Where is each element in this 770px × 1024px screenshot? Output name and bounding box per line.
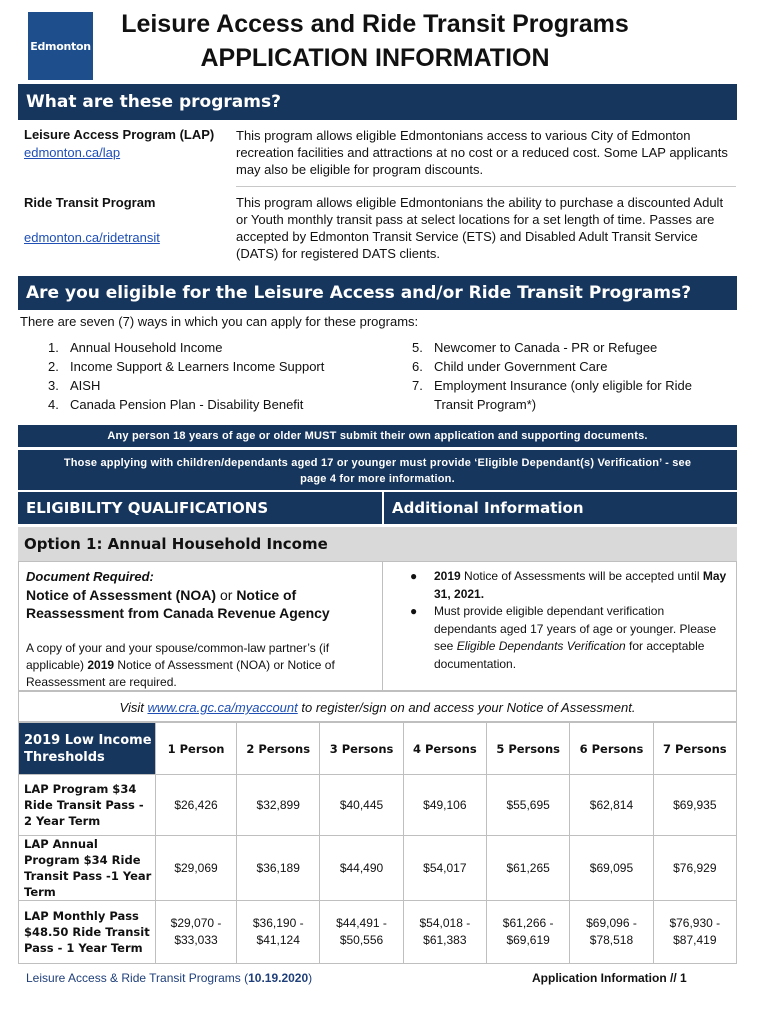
list-text: Transit Program*): [434, 397, 537, 412]
edmonton-logo: [28, 12, 93, 80]
table-cell: $44,490: [320, 836, 403, 901]
bullet1-year: 2019: [434, 569, 461, 583]
copy-text-pre: A copy of your and your spouse/common-law partner’s (if applicable): [26, 641, 330, 672]
list-text: Income Support & Learners Income Support: [70, 359, 325, 374]
lap-link[interactable]: edmonton.ca/lap: [24, 145, 121, 160]
ride-program-row: [18, 194, 737, 266]
table-cell: $54,018 - $61,383: [403, 901, 486, 964]
footer-left-pre: Leisure Access & Ride Transit Programs (: [26, 971, 249, 985]
bullet2-post: for acceptable documentation.: [434, 639, 705, 671]
table-cell: $69,935: [653, 775, 736, 836]
table-cell: $61,265: [487, 836, 570, 901]
list-item: [410, 568, 730, 603]
ways-list-left: [48, 338, 388, 414]
list-text: AISH: [70, 378, 101, 393]
table-cell: $32,899: [237, 775, 320, 836]
reassessment-label: Notice of Reassessment from Canada Revenue Agency: [26, 587, 330, 621]
table-cell: $55,695: [487, 775, 570, 836]
table-cell: $62,814: [570, 775, 653, 836]
table-row: [19, 901, 737, 964]
table-cell: $26,426: [156, 775, 237, 836]
list-item: [412, 338, 732, 357]
table-cell: $44,491 - $50,556: [320, 901, 403, 964]
visit-post: to register/sign on and access your Notice of Assessment.: [297, 700, 636, 715]
table-cell: $61,266 - $69,619: [487, 901, 570, 964]
column-header: 7 Persons: [653, 723, 736, 775]
additional-info-list: [410, 568, 730, 673]
footer-page-label: Application Information // 1: [532, 971, 687, 985]
table-cell: $36,190 - $41,124: [237, 901, 320, 964]
table-cell: $29,070 - $33,033: [156, 901, 237, 964]
visit-pre: Visit: [119, 700, 148, 715]
programs-heading: What are these programs?: [18, 84, 737, 120]
eligibility-qualifications-heading: ELIGIBILITY QUALIFICATIONS: [18, 492, 382, 524]
list-number: 3.: [48, 378, 59, 393]
footer-program-date: [26, 971, 312, 985]
additional-info-heading: Additional Information: [384, 492, 737, 524]
table-cell: $36,189: [237, 836, 320, 901]
list-item: [48, 395, 388, 414]
list-item: [48, 338, 388, 357]
list-number: 4.: [48, 397, 59, 412]
visit-cra-line: [18, 700, 737, 715]
list-number: 5.: [412, 340, 423, 355]
thresholds-corner-header: 2019 Low Income Thresholds: [19, 723, 156, 775]
column-header: 5 Persons: [487, 723, 570, 775]
table-cell: $69,095: [570, 836, 653, 901]
column-header: 1 Person: [156, 723, 237, 775]
table-cell: $76,929: [653, 836, 736, 901]
footer-date: 10.19.2020: [248, 971, 309, 985]
list-item: [48, 357, 388, 376]
bullet2-italic: Eligible Dependants Verification: [456, 639, 626, 653]
noa-copy-text: [26, 640, 366, 691]
row-label: LAP Program $34 Ride Transit Pass - 2 Year Term: [19, 775, 156, 836]
list-item: [48, 376, 388, 395]
document-required-label: Document Required:: [26, 569, 154, 584]
table-cell: $76,930 - $87,419: [653, 901, 736, 964]
dependants-notice-line2: page 4 for more information.: [300, 473, 455, 485]
list-text: Employment Insurance (only eligible for Ride: [434, 378, 692, 393]
list-number: 6.: [412, 359, 423, 374]
list-number: 2.: [48, 359, 59, 374]
ride-program-name: Ride Transit Program: [24, 195, 156, 210]
bullet1-text: Notice of Assessments will be accepted until: [460, 569, 703, 583]
ride-link[interactable]: edmonton.ca/ridetransit: [24, 230, 160, 245]
cra-myaccount-link[interactable]: www.cra.gc.ca/myaccount: [147, 700, 298, 715]
lap-description: This program allows eligible Edmontonians access to various City of Edmonton recreation facilities and attractions at no cost or a reduced cost. Some LAP applicants may also be eligible for program discounts.: [236, 128, 728, 177]
table-row: [19, 775, 737, 836]
list-item: [412, 357, 732, 376]
list-item: [410, 603, 730, 673]
list-number: [412, 395, 434, 414]
page-title: Leisure Access and Ride Transit Programs: [121, 10, 629, 38]
noa-or: or: [216, 587, 237, 603]
ways-list-right: [412, 338, 732, 414]
bullet-icon: ●: [410, 569, 418, 583]
page-subtitle: APPLICATION INFORMATION: [200, 44, 550, 72]
copy-text-post: Notice of Assessment (NOA) or Notice of Reassessment are required.: [26, 658, 335, 689]
table-row: [19, 836, 737, 901]
programs-divider: [236, 186, 736, 187]
column-header: 2 Persons: [237, 723, 320, 775]
footer-left-post: ): [308, 971, 313, 985]
bullet2-pre: Must provide eligible dependant verification dependants aged 17 years of age or younger. Please see: [434, 604, 717, 653]
adult-notice: Any person 18 years of age or older MUST submit their own application and supporting documents.: [18, 425, 737, 447]
row-label: LAP Annual Program $34 Ride Transit Pass -1 Year Term: [19, 836, 156, 901]
table-cell: $69,096 - $78,518: [570, 901, 653, 964]
table-cell: $49,106: [403, 775, 486, 836]
option1-title: Option 1: Annual Household Income: [18, 527, 737, 561]
dependants-notice-line1: Those applying with children/dependants aged 17 or younger must provide ‘Eligible Dependant(s) Verification’ - see: [63, 457, 692, 469]
table-cell: $29,069: [156, 836, 237, 901]
logo-text: Edmonton: [30, 39, 91, 53]
list-number: 1.: [48, 340, 59, 355]
dependants-notice: [18, 450, 737, 490]
table-cell: $40,445: [320, 775, 403, 836]
eligibility-intro: There are seven (7) ways in which you can apply for these programs:: [20, 314, 419, 329]
eligibility-heading: Are you eligible for the Leisure Access and/or Ride Transit Programs?: [18, 276, 737, 310]
row-label: LAP Monthly Pass $48.50 Ride Transit Pass - 1 Year Term: [19, 901, 156, 964]
column-header: 3 Persons: [320, 723, 403, 775]
list-text: Child under Government Care: [434, 359, 608, 374]
list-item: [412, 395, 732, 414]
lap-program-name: Leisure Access Program (LAP): [24, 127, 215, 142]
lap-program-row: [18, 127, 737, 183]
table-cell: $54,017: [403, 836, 486, 901]
bullet-icon: ●: [410, 604, 418, 618]
bullet1-date: May 31, 2021.: [434, 569, 727, 601]
column-header: 6 Persons: [570, 723, 653, 775]
list-item: [412, 376, 732, 395]
noa-label: Notice of Assessment (NOA): [26, 587, 217, 603]
list-text: Newcomer to Canada - PR or Refugee: [434, 340, 658, 355]
income-thresholds-table: [18, 722, 737, 964]
copy-year: 2019: [87, 658, 115, 672]
ride-description: This program allows eligible Edmontonians the ability to purchase a discounted Adult or Youth monthly transit pass at select locations for a set length of time. Passes are accepted by Edmonton Transit Service (ETS) and Disabled Adult Transit Service (DATS) for registered DATS clients.: [236, 195, 724, 261]
list-number: 7.: [412, 378, 423, 393]
list-text: Canada Pension Plan - Disability Benefit: [70, 397, 304, 412]
column-header: 4 Persons: [403, 723, 486, 775]
list-text: Annual Household Income: [70, 340, 223, 355]
noa-requirement: [26, 586, 376, 622]
